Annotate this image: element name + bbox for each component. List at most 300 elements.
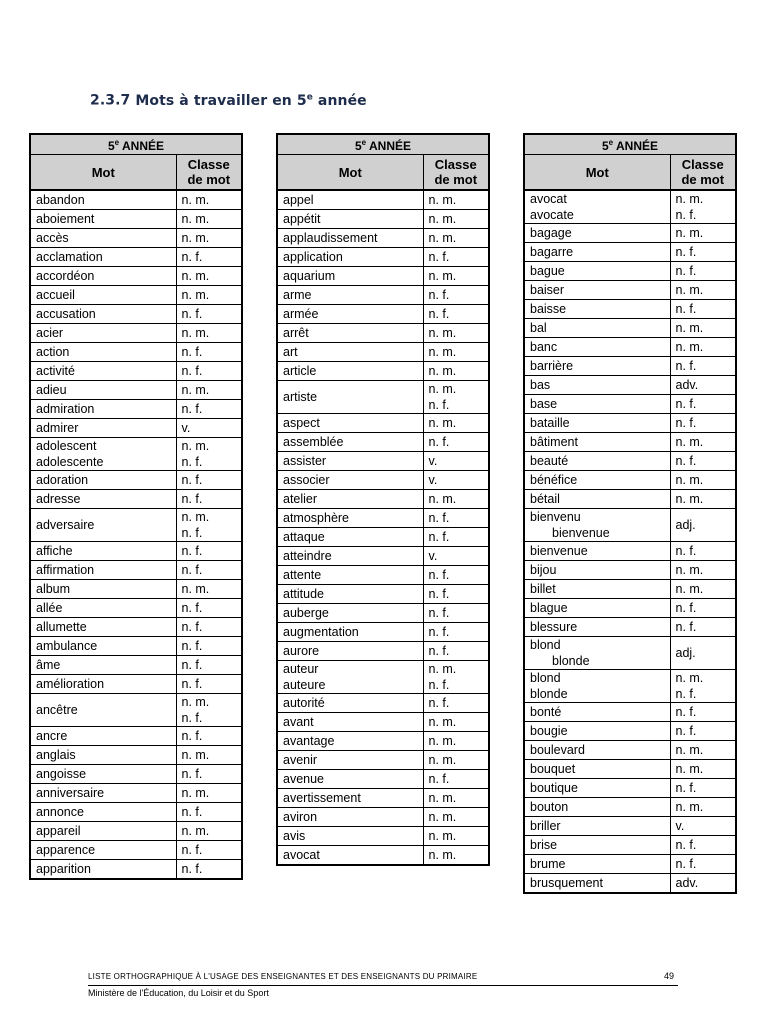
word: affirmation: [36, 563, 95, 577]
table-row: [524, 452, 736, 471]
class-cell: [670, 741, 736, 760]
table-row: [277, 770, 489, 789]
word-cell: [524, 670, 670, 703]
word-cell: [524, 817, 670, 836]
word-cell: [524, 452, 670, 471]
table-row: [30, 190, 242, 210]
word: adresse: [36, 492, 81, 506]
table-row: [277, 210, 489, 229]
word-class: n. m.: [181, 269, 210, 283]
table-row: [524, 580, 736, 599]
table-row: [30, 599, 242, 618]
word-cell: [524, 874, 670, 894]
class-cell: adj.: [670, 637, 736, 670]
table-row: [30, 656, 242, 675]
class-cell: [670, 874, 736, 894]
word-cell: [524, 561, 670, 580]
word-cell: ancêtre: [30, 694, 176, 727]
word-cell: [30, 746, 176, 765]
class-cell: [423, 471, 489, 490]
table-row: [524, 722, 736, 741]
word-cell: [30, 822, 176, 841]
word-cell: [277, 324, 423, 343]
word-cell: [524, 190, 670, 224]
table-row: [277, 324, 489, 343]
class-cell: [176, 542, 242, 561]
word-cell: [524, 855, 670, 874]
word-cell: [277, 846, 423, 866]
class-cell: [423, 509, 489, 528]
class-cell: [670, 262, 736, 281]
word-class: n. f.: [181, 563, 203, 577]
class-cell: [176, 438, 242, 471]
word: appel: [283, 193, 314, 207]
table-row: [524, 357, 736, 376]
word-class: n. f.: [181, 658, 203, 672]
word-class: n. m.: [181, 326, 210, 340]
word-cell: adversaire: [30, 509, 176, 542]
class-cell: [423, 604, 489, 623]
table-row: [524, 224, 736, 243]
word: briller: [530, 819, 561, 833]
word: angoisse: [36, 767, 87, 781]
word-class: n. m.: [675, 283, 704, 297]
word-class: n. m.: [675, 473, 704, 487]
word-class: v.: [428, 454, 438, 468]
word-cell: [524, 281, 670, 300]
word-cell: [277, 751, 423, 770]
word-cell: [524, 300, 670, 319]
word-cell: [524, 262, 670, 281]
word-cell: [30, 343, 176, 362]
word-class: n. f.: [181, 767, 203, 781]
word-class: n. f.: [428, 307, 450, 321]
table-row: [30, 229, 242, 248]
class-cell: [670, 281, 736, 300]
column-header-mot: Mot: [277, 155, 423, 191]
table-row: [277, 694, 489, 713]
table-row: [30, 675, 242, 694]
word-class: n. f.: [675, 454, 697, 468]
word-cell: [277, 210, 423, 229]
word: avertissement: [283, 791, 361, 805]
word: adolescente: [36, 455, 104, 469]
word-class: n. m.: [428, 753, 457, 767]
word-cell: [30, 381, 176, 400]
class-cell: [670, 376, 736, 395]
word: aurore: [283, 644, 320, 658]
word-cell: [30, 490, 176, 509]
word: bal: [530, 321, 547, 335]
word: attaque: [283, 530, 325, 544]
word-cell: [277, 623, 423, 642]
class-cell: [176, 267, 242, 286]
class-cell: [423, 713, 489, 732]
table-row: [524, 319, 736, 338]
word-class: n. f.: [675, 620, 697, 634]
class-cell: [670, 836, 736, 855]
word: blonde: [530, 687, 568, 701]
class-cell: [176, 324, 242, 343]
word-class: n. f.: [181, 492, 203, 506]
word: article: [283, 364, 317, 378]
word: base: [530, 397, 558, 411]
class-cell: [176, 727, 242, 746]
word-cell: [30, 419, 176, 438]
table-row: [30, 400, 242, 419]
word-class: n. f.: [428, 772, 450, 786]
word: avant: [283, 715, 314, 729]
word: blague: [530, 601, 568, 615]
class-cell: [423, 381, 489, 414]
word-cell: [524, 722, 670, 741]
word-cell: artiste: [277, 381, 423, 414]
class-cell: [670, 190, 736, 224]
word: avocat: [283, 848, 320, 862]
table-row: [524, 433, 736, 452]
table-row: [277, 846, 489, 866]
word: atmosphère: [283, 511, 350, 525]
word-cell: [30, 637, 176, 656]
class-cell: [670, 760, 736, 779]
word-class: n. m.: [428, 810, 457, 824]
word-class: n. f.: [181, 544, 203, 558]
word-cell: [524, 224, 670, 243]
word-class: n. f.: [675, 416, 697, 430]
word: baiser: [530, 283, 565, 297]
class-cell: [423, 547, 489, 566]
word-class: n. f.: [181, 620, 203, 634]
year-header: 5e ANNÉE: [524, 134, 736, 155]
word: adolescent: [36, 439, 97, 453]
word: annonce: [36, 805, 84, 819]
column-header-mot: Mot: [524, 155, 670, 191]
table-row: [30, 343, 242, 362]
word: blond: [530, 638, 561, 652]
word-class: n. m.: [428, 326, 457, 340]
class-cell: [670, 452, 736, 471]
page-number: 49: [664, 971, 675, 981]
class-cell: [670, 338, 736, 357]
table-row: [524, 618, 736, 637]
class-cell: [670, 395, 736, 414]
table-row: [30, 286, 242, 305]
word-class: n. m.: [675, 582, 704, 596]
word: brume: [530, 857, 566, 871]
class-cell: [423, 732, 489, 751]
table-row: [277, 642, 489, 661]
word-class: n. f.: [428, 606, 450, 620]
word: bâtiment: [530, 435, 578, 449]
word: aviron: [283, 810, 318, 824]
word-cell: [524, 395, 670, 414]
word-cell: [277, 190, 423, 210]
word-cell: [277, 585, 423, 604]
word-cell: [277, 808, 423, 827]
class-cell: [670, 414, 736, 433]
word: assemblée: [283, 435, 344, 449]
word-table-1: [29, 133, 243, 880]
table-row: [30, 860, 242, 880]
table-row: [30, 765, 242, 784]
word-class: n. m.: [428, 193, 457, 207]
word-cell: [524, 779, 670, 798]
word-class: adv.: [675, 876, 699, 890]
table-row: [524, 817, 736, 836]
word-class: n. f.: [181, 455, 203, 469]
word-class: v.: [181, 421, 191, 435]
word: appareil: [36, 824, 81, 838]
class-cell: [423, 452, 489, 471]
word-class: n. m.: [181, 582, 210, 596]
word: banc: [530, 340, 558, 354]
word-class: n. f.: [428, 696, 450, 710]
word-class: n. f.: [181, 862, 203, 876]
table-row: [524, 376, 736, 395]
word-class: n. m.: [675, 800, 704, 814]
word-class: n. m.: [428, 734, 457, 748]
table-row: [30, 637, 242, 656]
word: accueil: [36, 288, 75, 302]
column-header-classe: Classe de mot: [670, 155, 736, 191]
word-class: n. f.: [181, 805, 203, 819]
word-cell: [277, 732, 423, 751]
word-class: adv.: [675, 378, 699, 392]
word-cell: [30, 656, 176, 675]
word-class: n. m.: [428, 791, 457, 805]
word-class: n. f.: [181, 729, 203, 743]
class-cell: [176, 656, 242, 675]
word-class: n. m.: [181, 748, 210, 762]
word: bougie: [530, 724, 568, 738]
table-row: [524, 243, 736, 262]
class-cell: adj.: [670, 509, 736, 542]
word-cell: [30, 267, 176, 286]
class-cell: [423, 846, 489, 866]
word-cell: [524, 376, 670, 395]
word-cell: [277, 827, 423, 846]
class-cell: [176, 841, 242, 860]
word-class: n. f.: [675, 359, 697, 373]
word-cell: [524, 243, 670, 262]
class-cell: [423, 808, 489, 827]
word-cell: [277, 661, 423, 694]
class-cell: [176, 229, 242, 248]
word-class: n. m.: [675, 435, 704, 449]
class-cell: [670, 561, 736, 580]
word-class: n. m.: [181, 786, 210, 800]
table-row: [30, 727, 242, 746]
table-row: [277, 547, 489, 566]
class-cell: [670, 224, 736, 243]
word-class: n. f.: [675, 857, 697, 871]
class-cell: [423, 248, 489, 267]
word-cell: [524, 357, 670, 376]
word-cell: [524, 637, 670, 670]
class-cell: [670, 300, 736, 319]
class-cell: [176, 190, 242, 210]
class-cell: [423, 751, 489, 770]
column-header-classe: Classe de mot: [423, 155, 489, 191]
table-row: [30, 490, 242, 509]
word-cell: [30, 599, 176, 618]
word-cell: [277, 343, 423, 362]
word-cell: [277, 770, 423, 789]
word-cell: [524, 580, 670, 599]
table-row: [277, 381, 489, 414]
word: ambulance: [36, 639, 98, 653]
word: assister: [283, 454, 327, 468]
word-class: n. f.: [428, 530, 450, 544]
table-row: [277, 808, 489, 827]
word-class: n. f.: [181, 677, 203, 691]
word: bataille: [530, 416, 570, 430]
word-cell: [524, 319, 670, 338]
word: atteindre: [283, 549, 332, 563]
word-class: n. m.: [675, 192, 704, 206]
word-cell: [524, 509, 670, 542]
table-row: [30, 362, 242, 381]
word-class: n. f.: [675, 245, 697, 259]
word-class: n. m.: [181, 695, 210, 709]
table-row: [277, 751, 489, 770]
table-row: [524, 300, 736, 319]
table-row: [524, 471, 736, 490]
word-cell: [30, 210, 176, 229]
table-row: [524, 779, 736, 798]
word-class: n. f.: [428, 398, 450, 412]
word-class: n. m.: [428, 364, 457, 378]
class-cell: [423, 286, 489, 305]
word: apparition: [36, 862, 91, 876]
word-class: n. f.: [428, 625, 450, 639]
word: arme: [283, 288, 312, 302]
word: affiche: [36, 544, 73, 558]
class-cell: [670, 670, 736, 703]
word: art: [283, 345, 298, 359]
word: blessure: [530, 620, 578, 634]
table-row: [277, 343, 489, 362]
table-row: [30, 324, 242, 343]
class-cell: [176, 400, 242, 419]
word-class: n. f.: [675, 601, 697, 615]
word-table-3: [523, 133, 737, 894]
section-title: [90, 92, 367, 109]
class-cell: [670, 357, 736, 376]
table-row: [277, 713, 489, 732]
word-class: n. m.: [428, 416, 457, 430]
word: attitude: [283, 587, 325, 601]
class-cell: [423, 414, 489, 433]
table-row: [30, 438, 242, 471]
table-row: [30, 542, 242, 561]
word-class: v.: [428, 549, 438, 563]
class-cell: [176, 471, 242, 490]
word-class: n. f.: [675, 838, 697, 852]
word-cell: [30, 860, 176, 880]
table-row: [524, 561, 736, 580]
word: bienvenue: [552, 526, 610, 540]
table-row: [277, 286, 489, 305]
footer-divider: [88, 985, 678, 986]
table-row: [524, 509, 736, 542]
word: allée: [36, 601, 63, 615]
word-cell: [277, 248, 423, 267]
word-class: n. f.: [428, 288, 450, 302]
class-cell: [670, 722, 736, 741]
table-row: [524, 190, 736, 224]
word-cell: [277, 267, 423, 286]
table-row: [277, 414, 489, 433]
table-row: [524, 760, 736, 779]
word-class: n. m.: [675, 671, 704, 685]
table-row: [277, 623, 489, 642]
class-cell: [423, 190, 489, 210]
word-class: n. m.: [181, 824, 210, 838]
word-class: n. m.: [428, 848, 457, 862]
table-row: [524, 874, 736, 894]
word: abandon: [36, 193, 85, 207]
class-cell: [176, 746, 242, 765]
class-cell: [423, 528, 489, 547]
word-cell: [30, 324, 176, 343]
word-cell: [277, 509, 423, 528]
word-cell: [277, 286, 423, 305]
word: âme: [36, 658, 61, 672]
word: blond: [530, 671, 561, 685]
word-class: n. m.: [675, 563, 704, 577]
word: anglais: [36, 748, 76, 762]
word-class: n. m.: [181, 193, 210, 207]
table-row: [277, 509, 489, 528]
word: adieu: [36, 383, 67, 397]
word-class: n. m.: [675, 226, 704, 240]
word: apparence: [36, 843, 96, 857]
class-cell: [423, 770, 489, 789]
word-class: n. f.: [675, 724, 697, 738]
word: anniversaire: [36, 786, 105, 800]
word: appétit: [283, 212, 321, 226]
class-cell: [670, 618, 736, 637]
word-cell: [30, 580, 176, 599]
word-class: n. f.: [181, 843, 203, 857]
table-row: [524, 836, 736, 855]
class-cell: [670, 817, 736, 836]
word: auberge: [283, 606, 329, 620]
word: baisse: [530, 302, 567, 316]
word: autorité: [283, 696, 325, 710]
table-row: [30, 841, 242, 860]
word-class: n. f.: [181, 364, 203, 378]
class-cell: [423, 267, 489, 286]
table-row: [524, 414, 736, 433]
word-class: n. f.: [675, 705, 697, 719]
word-class: n. f.: [428, 587, 450, 601]
word: auteur: [283, 662, 319, 676]
word-cell: [524, 433, 670, 452]
class-cell: [423, 694, 489, 713]
word-cell: [277, 362, 423, 381]
word: avis: [283, 829, 306, 843]
word-class: v.: [675, 819, 685, 833]
word-class: n. m.: [428, 492, 457, 506]
table-row: [277, 190, 489, 210]
word: admiration: [36, 402, 95, 416]
word-cell: [30, 784, 176, 803]
class-cell: [670, 703, 736, 722]
word: barrière: [530, 359, 574, 373]
word-class: n. f.: [428, 678, 450, 692]
